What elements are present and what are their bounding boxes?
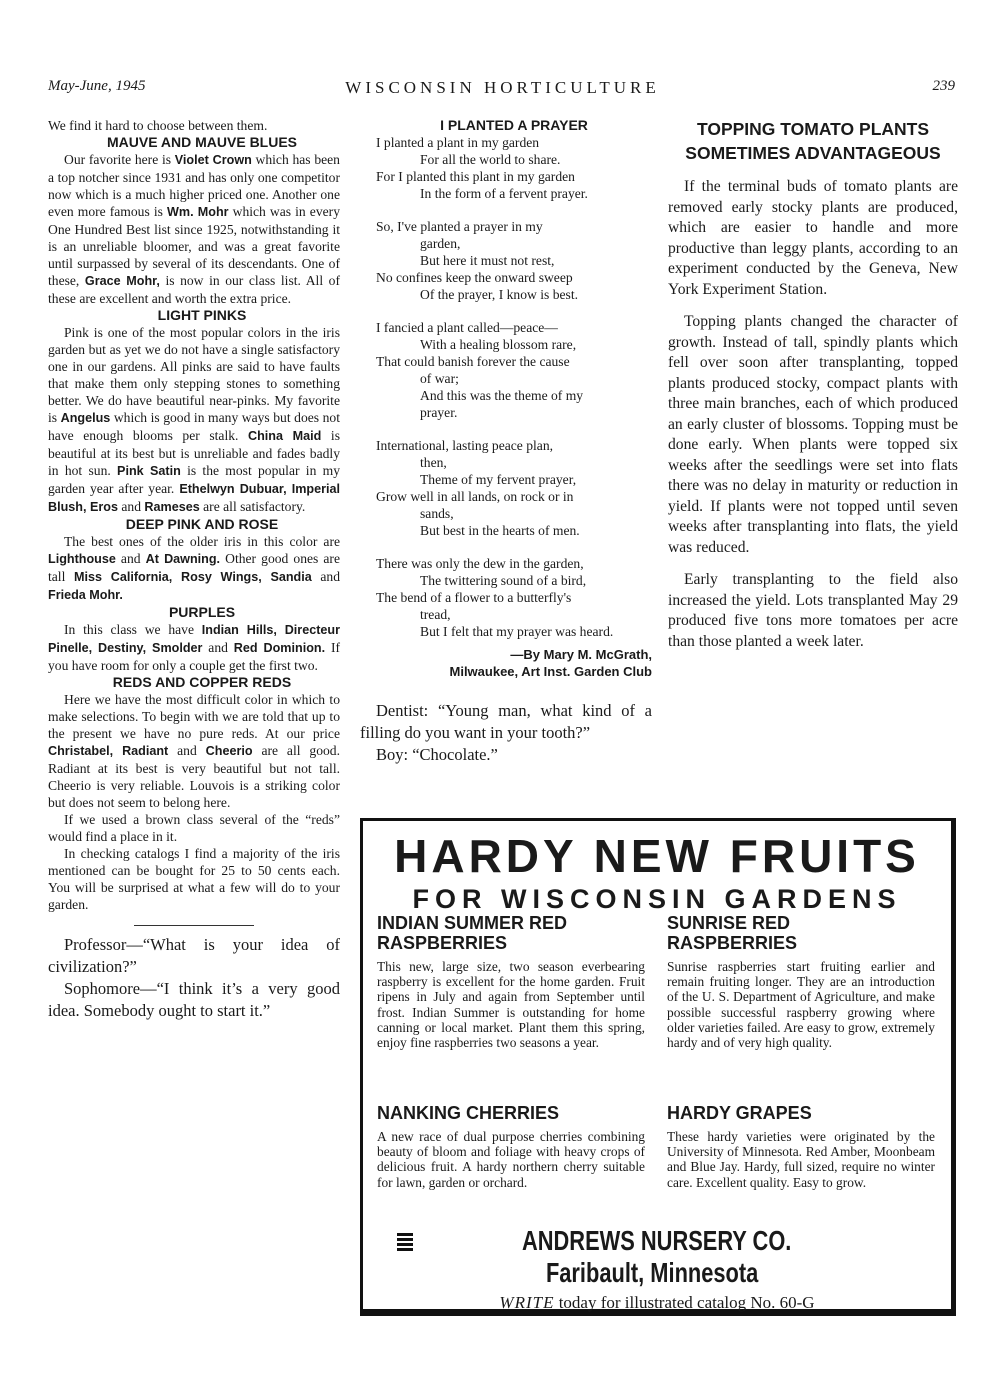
ad-item-heading: NANKING CHERRIES [377,1103,560,1123]
reds-paragraph-2: If we used a brown class several of the “reds” would find a place in it. [48,812,340,844]
poem-line: And this was the theme of my [420,388,584,403]
ad-title: HARDY NEW FRUITS [394,830,920,882]
section-heading-mauve: MAUVE AND MAUVE BLUES [106,134,298,150]
variety-name: Angelus [60,411,111,425]
joke-sophomore: Sophomore—“I think it’s a very good idea. Somebody ought to start it.” [48,979,340,1020]
poem-line: There was only the dew in the garden, [376,556,584,571]
variety-name: China Maid [248,429,322,443]
nursery-advertisement [360,818,956,1316]
joke-professor: Professor—“What is your idea of civilization?” [48,935,340,976]
poem-line: I fancied a plant called—peace— [376,320,558,335]
section-heading-deep-pink: DEEP PINK AND ROSE [125,516,279,532]
ad-item-heading-2: RASPBERRIES [667,933,798,953]
catalog-text: today for illustrated catalog No. 60-G [554,1293,815,1312]
poem-line: garden, [420,236,461,251]
tomato-headline: TOPPING TOMATO PLANTS SOMETIMES ADVANTAGEOUS [685,119,941,163]
reds-paragraph-3: In checking catalogs I find a majority of the iris mentioned can be bought for 25 to 50 cents each. You will be surprised at what a few will do to your garden. [48,846,340,912]
ad-item-heading: HARDY GRAPES [667,1103,812,1123]
light-pinks-paragraph: Pink is one of the most popular colors in the iris garden but as yet we do not have a single satisfactory one in our gardens. All pinks are said to have faults that make them only stepping stones to something better. We do have beautiful near-pinks. My favorite is Angelus which is good in many ways but does not have enough blooms per stalk. China Maid is beautiful at its best but is unreliable and fades badly in hot sun. Pink Satin is the most popular in my garden year after year. Ethelwyn Dubuar, Imperial Blush, Eros and Rameses are all satisfactory. [48,325,341,514]
variety-name: Miss California, Rosy Wings, Sandia [74,570,312,584]
variety-name: Christabel, Radiant [48,744,169,758]
poem-line: But I felt that my prayer was heard. [420,624,614,639]
poem-line: With a healing blossom rare, [420,337,577,352]
poem-line: For all the world to share. [420,152,561,167]
poem-author: —By Mary M. McGrath, [510,647,652,662]
issue-date: May-June, 1945 [48,78,146,94]
poem-line: of war; [420,371,459,386]
intro-text: We find it hard to choose between them. [48,118,268,133]
poem-line: Theme of my fervent prayer, [420,472,577,487]
ad-item-heading: SUNRISE RED [667,913,791,933]
poem-stanza [360,218,652,303]
poem-line: The bend of a flower to a butterfly's [376,590,572,605]
poem-line: For I planted this plant in my garden [376,169,575,184]
poem-line: Of the prayer, I know is best. [420,287,579,302]
poem-line: tread, [420,607,451,622]
poem-stanza [360,437,652,539]
poem-title: I PLANTED A PRAYER [440,117,588,133]
poem-line: I planted a plant in my garden [376,135,540,150]
page-number: 239 [932,78,955,94]
company-location: Faribault, Minnesota [545,1257,759,1288]
joke-boy: Boy: “Chocolate.” [376,745,498,764]
ad-item-nanking-cherries [377,1103,645,1200]
tomato-paragraph-3: Early transplanting to the field also increased the yield. Lots transplanted May 29 produced five tons more tomatoes per acre than those planted a week later. [668,571,958,650]
divider [134,925,254,926]
ad-item-text: A new race of dual purpose cherries combining beauty of bloom and foliage with heavy crops of delicious fruit. A hardy northern cherry suitable for lawn, garden or orchard. [377,1129,645,1190]
purples-paragraph: In this class we have Indian Hills, Directeur Pinelle, Destiny, Smolder and Red Dominion. If you have room for only a couple get the first two. [48,622,340,673]
tomato-paragraph-1: If the terminal buds of tomato plants are removed early stocky plants are produced, which are easier to handle and more productive than leggy plants, according to an experiment conducted by the Geneva, New York Experiment Station. [668,178,958,298]
variety-name: Violet Crown [174,153,252,167]
poem-line: In the form of a fervent prayer. [420,186,588,201]
ad-footer [363,1225,951,1313]
poem-stanza [360,134,652,202]
variety-name: Lighthouse [48,552,116,566]
variety-name: Ethelwyn Dubuar, Imperial Blush, Eros [48,482,340,514]
ad-item-heading: INDIAN SUMMER RED [377,913,568,933]
poem-line: Grow well in all lands, on rock or in [376,489,574,504]
tomato-article-column [668,117,958,664]
variety-name: Grace Mohr, [84,274,160,288]
section-heading-purples: PURPLES [168,604,236,620]
ad-item-hardy-grapes [667,1103,935,1200]
poem-body [360,134,652,640]
ad-item-sunrise [667,913,935,1060]
catalog-write: WRITE [499,1293,555,1312]
poem-line: But here it must not rest, [420,253,555,268]
poem-line: No confines keep the onward sweep [376,270,573,285]
ad-item-indian-summer [377,913,645,1060]
poem-stanza [360,319,652,421]
section-heading-light-pinks: LIGHT PINKS [157,307,247,323]
variety-name: Indian Hills, Directeur Pinelle, Destiny, Smolder [48,623,340,655]
ad-item-text: Sunrise raspberries start fruiting earlier and remain fruiting longer. They are an introduction of the U. S. Department of Agriculture, and make possible successful raspberry growing where older varieties failed. Are easy to grow, extremely hardy and of very high quality. [667,959,935,1051]
poem-line: But best in the hearts of men. [420,523,580,538]
poem-line: The twittering sound of a bird, [420,573,587,588]
variety-name: Rameses [144,500,200,514]
variety-name: Red Dominion. [233,641,326,655]
poem-line: So, I've planted a prayer in my [376,219,543,234]
ad-subtitle: FOR WISCONSIN GARDENS [412,884,902,914]
variety-name: Frieda Mohr. [48,588,123,602]
ad-item-text: These hardy varieties were originated by the University of Minnesota. Red Amber, Moonbeam and Blue Jay. Hardy, full sized, require no winter care. Excellent quality. Easy to grow. [667,1129,935,1190]
poem-line: then, [420,455,447,470]
poem-line: That could banish forever the cause [376,354,570,369]
company-name: ANDREWS NURSERY CO. [522,1225,792,1256]
joke-dentist: Dentist: “Young man, what kind of a filling do you want in your tooth?” [360,701,652,742]
mauve-paragraph: Our favorite here is Violet Crown which has been a top notcher since 1931 and has only one competitor now which is a much higher priced one. Another one even more famous is Wm. Mohr which was in every One Hundred Best list since 1925, notwithstanding it is an unreliable bloomer, and was a great favorite until surpassed by several of its descendants. One of these, Grace Mohr, is now in our class list. All of these are excellent and worth the extra price. [48,152,340,306]
poem-column [360,117,652,766]
poem-stanza [360,555,652,640]
variety-name: At Dawning. [145,552,221,566]
ad-item-text: This new, large size, two season everbearing raspberry is excellent for the home garden. Fruit ripens in July and again from September until frost. Indian Summer is outstanding for home canning or local market. Plant them this spring, enjoy fine raspberries two seasons a year. [377,959,645,1051]
reds-paragraph: Here we have the most difficult color in which to make selections. To begin with we are told that up to the present we have no pure reds. At our price Christabel, Radiant and Cheerio are all good. Radiant at its best is very beautiful but not tall. Cheerio is very reliable. Louvois is a striking color but does not seem to belong here. [48,692,340,810]
publication-title: WISCONSIN HORTICULTURE [345,78,660,97]
tomato-paragraph-2: Topping plants changed the character of growth. Instead of tall, spindly plants which fell over soon after transplanting, topped plants produced stocky, compact plants with three main branches, each of which produced an early cluster of blossoms. Topping must be done early. When plants were topped six weeks after the seedlings were set into flats there was no delay in maturity or reduction in yield. If plants were not topped until seven weeks after transplanting into flats, the yield was reduced. [668,313,958,556]
ad-item-heading-2: RASPBERRIES [377,933,508,953]
catalog-offer [363,1293,951,1313]
section-heading-reds: REDS AND COPPER REDS [112,674,292,690]
poem-affiliation: Milwaukee, Art Inst. Garden Club [449,664,652,679]
variety-name: Wm. Mohr [167,205,229,219]
deep-pink-paragraph: The best ones of the older iris in this color are Lighthouse and At Dawning. Other good ones are tall Miss California, Rosy Wings, Sandia and Frieda Mohr. [48,534,341,602]
poem-line: prayer. [420,405,458,420]
poem-line: International, lasting peace plan, [376,438,554,453]
iris-article-column [48,117,340,1022]
variety-name: Cheerio [205,744,253,758]
poem-line: sands, [420,506,454,521]
variety-name: Pink Satin [117,464,181,478]
